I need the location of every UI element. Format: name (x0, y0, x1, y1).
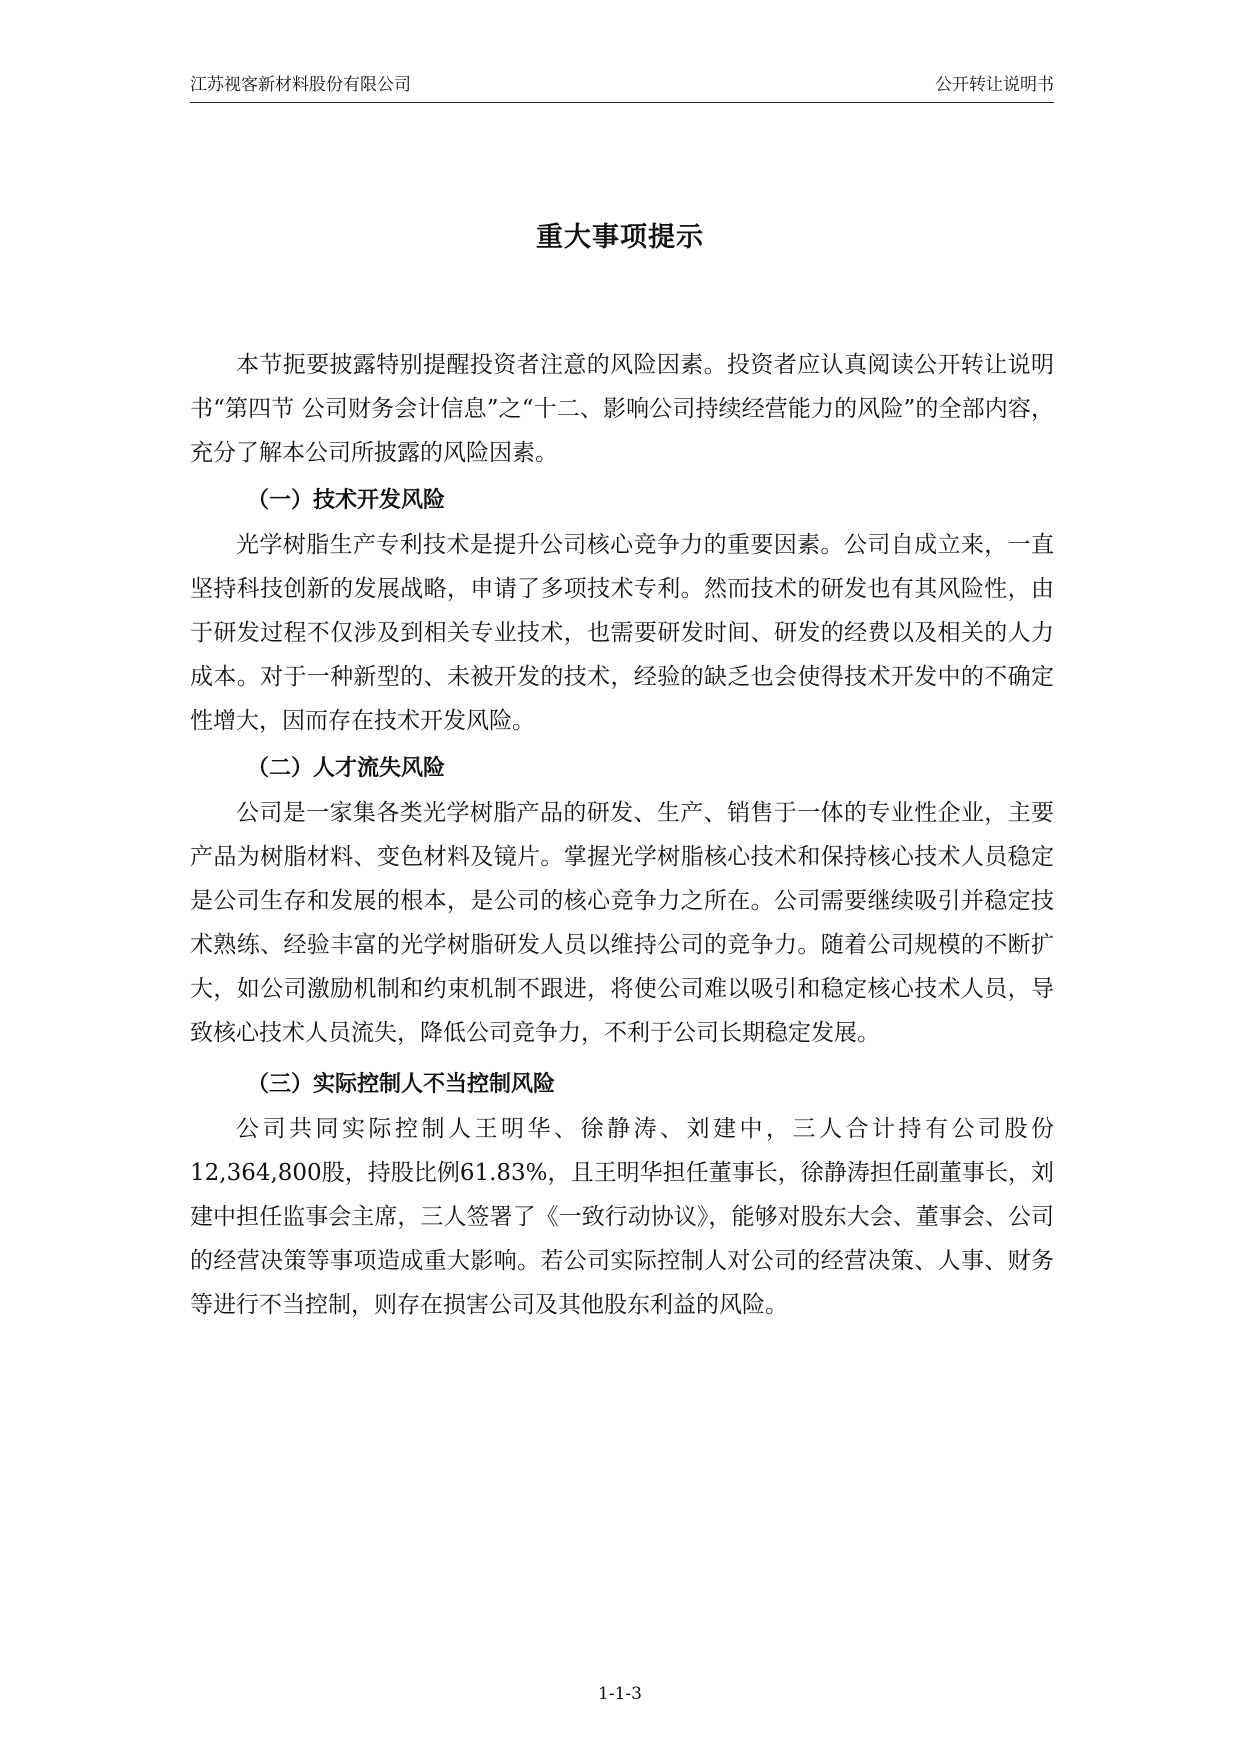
section-body-tech-risk: 光学树脂生产专利技术是提升公司核心竞争力的重要因素。公司自成立来，一直坚持科技创新的发展战略，申请了多项技术专利。然而技术的研发也有其风险性，由于研发过程不仅涉及到相关专业技术，也需要研发时间、研发的经费以及相关的人力成本。对于一种新型的、未被开发的技术，经验的缺乏也会使得技术开发中的不确定性增大，因而存在技术开发风险。 (190, 532, 1054, 734)
section-heading-tech-risk: （一）技术开发风险 (247, 488, 446, 513)
page-number: 1-1-3 (598, 1684, 642, 1704)
header-company-name: 江苏视客新材料股份有限公司 (190, 75, 411, 95)
intro-paragraph: 本节扼要披露特别提醒投资者注意的风险因素。投资者应认真阅读公开转让说明书“第四节 公司财务会计信息”之“十二、影响公司持续经营能力的风险”的全部内容，充分了解本公司所披露的风险因素。 (190, 352, 1054, 466)
section-body-talent-risk: 公司是一家集各类光学树脂产品的研发、生产、销售于一体的专业性企业，主要产品为树脂材料、变色材料及镜片。掌握光学树脂核心技术和保持核心技术人员稳定是公司生存和发展的根本，是公司的核心竞争力之所在。公司需要继续吸引并稳定技术熟练、经验丰富的光学树脂研发人员以维持公司的竞争力。随着公司规模的不断扩大，如公司激励机制和约束机制不跟进，将使公司难以吸引和稳定核心技术人员，导致核心技术人员流失，降低公司竞争力，不利于公司长期稳定发展。 (190, 800, 1054, 1046)
main-content (190, 343, 1054, 1327)
spacer (190, 1055, 1054, 1063)
section-heading-control-risk: （三）实际控制人不当控制风险 (247, 1072, 556, 1097)
section-body-control-risk: 公司共同实际控制人王明华、徐静涛、刘建中，三人合计持有公司股份12,364,800股，持股比例61.83%，且王明华担任董事长，徐静涛担任副董事长，刘建中担任监事会主席，三人签署了《一致行动协议》，能够对股东大会、董事会、公司的经营决策等事项造成重大影响。若公司实际控制人对公司的经营决策、人事、财务等进行不当控制，则存在损害公司及其他股东利益的风险。 (190, 1116, 1054, 1318)
section-heading-talent-risk: （二）人才流失风险 (247, 756, 446, 781)
header-document-type: 公开转让说明书 (935, 75, 1054, 95)
page-header (190, 72, 1054, 103)
page-title: 重大事项提示 (536, 222, 704, 253)
